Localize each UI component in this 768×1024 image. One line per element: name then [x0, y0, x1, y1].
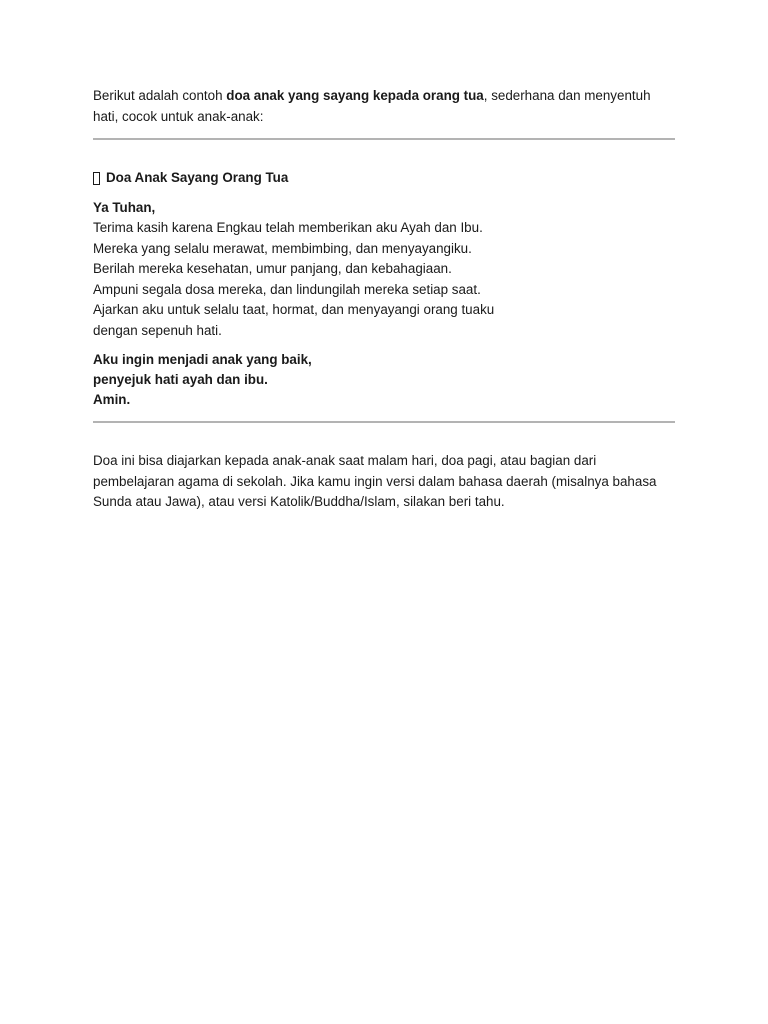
prayer-closing: [93, 350, 675, 411]
document-page: [93, 86, 675, 513]
intro-text-after: , sederhana dan menyentuh hati, cocok untuk anak-anak:: [93, 88, 651, 124]
horizontal-rule-bottom: [93, 421, 675, 423]
prayer-heading-text: Doa Anak Sayang Orang Tua: [106, 170, 289, 185]
prayer-line: Ajarkan aku untuk selalu taat, hormat, dan menyayangi orang tuaku: [93, 302, 495, 318]
prayer-salutation: Ya Tuhan,: [93, 200, 156, 215]
horizontal-rule-top: [93, 138, 675, 140]
outro-paragraph: Doa ini bisa diajarkan kepada anak-anak saat malam hari, doa pagi, atau bagian dari pembelajaran agama di sekolah. Jika kamu ingin versi dalam bahasa daerah (misalnya bahasa Sunda atau Jawa), atau versi Katolik/Buddha/Islam, silakan beri tahu.: [93, 453, 657, 510]
closing-line: penyejuk hati ayah dan ibu.: [93, 371, 268, 387]
prayer-line: Mereka yang selalu merawat, membimbing, dan menyayangiku.: [93, 240, 472, 256]
prayer-line: Berilah mereka kesehatan, umur panjang, dan kebahagiaan.: [93, 261, 452, 277]
intro-text-bold: doa anak yang sayang kepada orang tua: [226, 88, 484, 103]
intro-paragraph: [93, 86, 675, 127]
closing-line: Amin.: [93, 392, 131, 408]
prayer-line: Terima kasih karena Engkau telah memberikan aku Ayah dan Ibu.: [93, 220, 483, 235]
prayer-line: Ampuni segala dosa mereka, dan lindungilah mereka setiap saat.: [93, 281, 481, 297]
prayer-body: [93, 218, 675, 342]
closing-line: Aku ingin menjadi anak yang baik,: [93, 351, 312, 367]
praying-hands-icon: [93, 172, 100, 185]
prayer-heading: [93, 168, 675, 188]
prayer-line: dengan sepenuh hati.: [93, 322, 222, 338]
intro-text-before: Berikut adalah contoh: [93, 88, 227, 103]
